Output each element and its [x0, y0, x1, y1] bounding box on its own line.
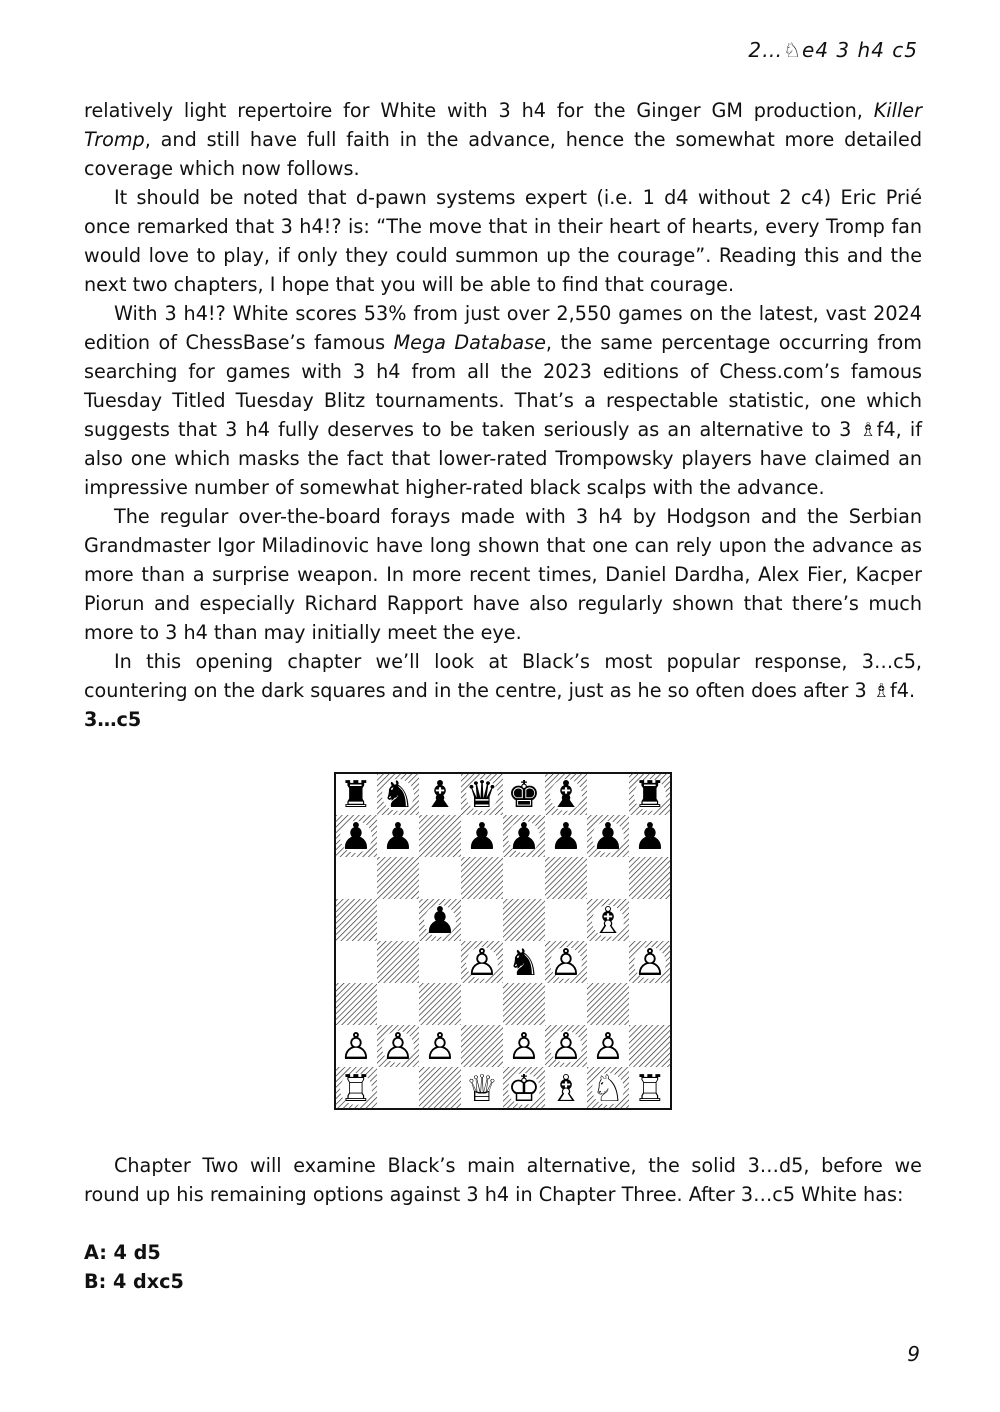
- dark-square-d6: [461, 857, 503, 899]
- dark-square-f6: [545, 857, 587, 899]
- piece-g1: ♘: [591, 1067, 625, 1110]
- dark-square-c3: [419, 983, 461, 1025]
- piece-e8: ♚: [507, 773, 541, 816]
- piece-d1: ♕: [465, 1067, 499, 1110]
- piece-b7: ♟: [381, 815, 415, 858]
- piece-d4: ♙: [465, 941, 499, 984]
- option-b: B: 4 dxc5: [84, 1270, 184, 1293]
- piece-h4: ♙: [633, 941, 667, 984]
- option-a: A: 4 d5: [84, 1241, 161, 1264]
- piece-a7: ♟: [339, 815, 373, 858]
- piece-e7: ♟: [507, 815, 541, 858]
- piece-h1: ♖: [633, 1067, 667, 1110]
- paragraph-1: relatively light repertoire for White with 3 h4 for the Ginger GM production, Killer Tromp, and still have full faith in the advance, hence the somewhat more detailed coverage which now follows.: [84, 99, 922, 180]
- dark-square-c7: [419, 815, 461, 857]
- database-title: Mega Database: [393, 331, 546, 354]
- chess-board: [334, 772, 672, 1110]
- dark-square-a3: [335, 983, 377, 1025]
- piece-c8: ♝: [423, 773, 457, 816]
- piece-f2: ♙: [549, 1025, 583, 1068]
- dark-square-g3: [587, 983, 629, 1025]
- piece-d7: ♟: [465, 815, 499, 858]
- piece-a1: ♖: [339, 1067, 373, 1110]
- piece-f8: ♝: [549, 773, 583, 816]
- chess-diagram: [334, 772, 672, 1110]
- piece-g5: ♗: [591, 899, 625, 942]
- dark-square-c1: [419, 1067, 461, 1109]
- move-heading: 3…c5: [84, 708, 142, 731]
- piece-a8: ♜: [339, 773, 373, 816]
- piece-c5: ♟: [423, 899, 457, 942]
- dark-square-a5: [335, 899, 377, 941]
- dark-square-b6: [377, 857, 419, 899]
- dark-square-h6: [629, 857, 671, 899]
- dark-square-b4: [377, 941, 419, 983]
- dark-square-e3: [503, 983, 545, 1025]
- piece-h7: ♟: [633, 815, 667, 858]
- piece-g7: ♟: [591, 815, 625, 858]
- piece-e4: ♞: [507, 941, 541, 984]
- paragraph-2: It should be noted that d-pawn systems expert (i.e. 1 d4 without 2 c4) Eric Prié once remarked that 3 h4!? is: “The move that in their heart of hearts, every Tromp fan would love to play, if only they could summon up the courage”. Reading this and the next two chapters, I hope that you will be able to find that courage.: [84, 186, 922, 296]
- book-title: Killer Tromp: [84, 99, 922, 151]
- paragraph-5: In this opening chapter we’ll look at Black’s most popular response, 3…c5, countering on the dark squares and in the centre, just as he so often does after 3 ♗f4.: [84, 650, 922, 702]
- piece-h8: ♜: [633, 773, 667, 816]
- piece-c2: ♙: [423, 1025, 457, 1068]
- piece-a2: ♙: [339, 1025, 373, 1068]
- piece-g2: ♙: [591, 1025, 625, 1068]
- paragraph-3: With 3 h4!? White scores 53% from just over 2,550 games on the latest, vast 2024 edition of ChessBase’s famous Mega Database, the same percentage occurring from searching for games with 3 h4 from all the 2023 editions of Chess.com’s famous Tuesday Titled Tuesday Blitz tournaments. That’s a respectable statistic, one which suggests that 3 h4 fully deserves to be taken seriously as an alternative to 3 ♗f4, if also one which masks the fact that lower-rated Trompowsky players have claimed an impressive number of somewhat higher-rated black scalps with the advance.: [84, 302, 922, 499]
- dark-square-h2: [629, 1025, 671, 1067]
- dark-square-e5: [503, 899, 545, 941]
- piece-e1: ♔: [507, 1067, 541, 1110]
- piece-d8: ♛: [465, 773, 499, 816]
- body-text: [84, 96, 922, 734]
- dark-square-d2: [461, 1025, 503, 1067]
- running-head: 2…♘e4 3 h4 c5: [748, 38, 918, 62]
- piece-f1: ♗: [549, 1067, 583, 1110]
- paragraph-4: The regular over-the-board forays made with 3 h4 by Hodgson and the Serbian Grandmaster Igor Miladinovic have long shown that one can rely upon the advance as more than a surprise weapon. In more recent times, Daniel Dardha, Alex Fier, Kacper Piorun and especially Richard Rapport have also regularly shown that there’s much more to 3 h4 than may initially meet the eye.: [84, 505, 922, 644]
- piece-b8: ♞: [381, 773, 415, 816]
- paragraph-6: Chapter Two will examine Black’s main alternative, the solid 3…d5, before we round up his remaining options against 3 h4 in Chapter Three. After 3…c5 White has:: [84, 1154, 922, 1206]
- after-diagram-text: [84, 1151, 922, 1209]
- piece-b2: ♙: [381, 1025, 415, 1068]
- page-number: 9: [907, 1342, 920, 1366]
- options-list: [84, 1238, 184, 1296]
- piece-e2: ♙: [507, 1025, 541, 1068]
- piece-f7: ♟: [549, 815, 583, 858]
- piece-f4: ♙: [549, 941, 583, 984]
